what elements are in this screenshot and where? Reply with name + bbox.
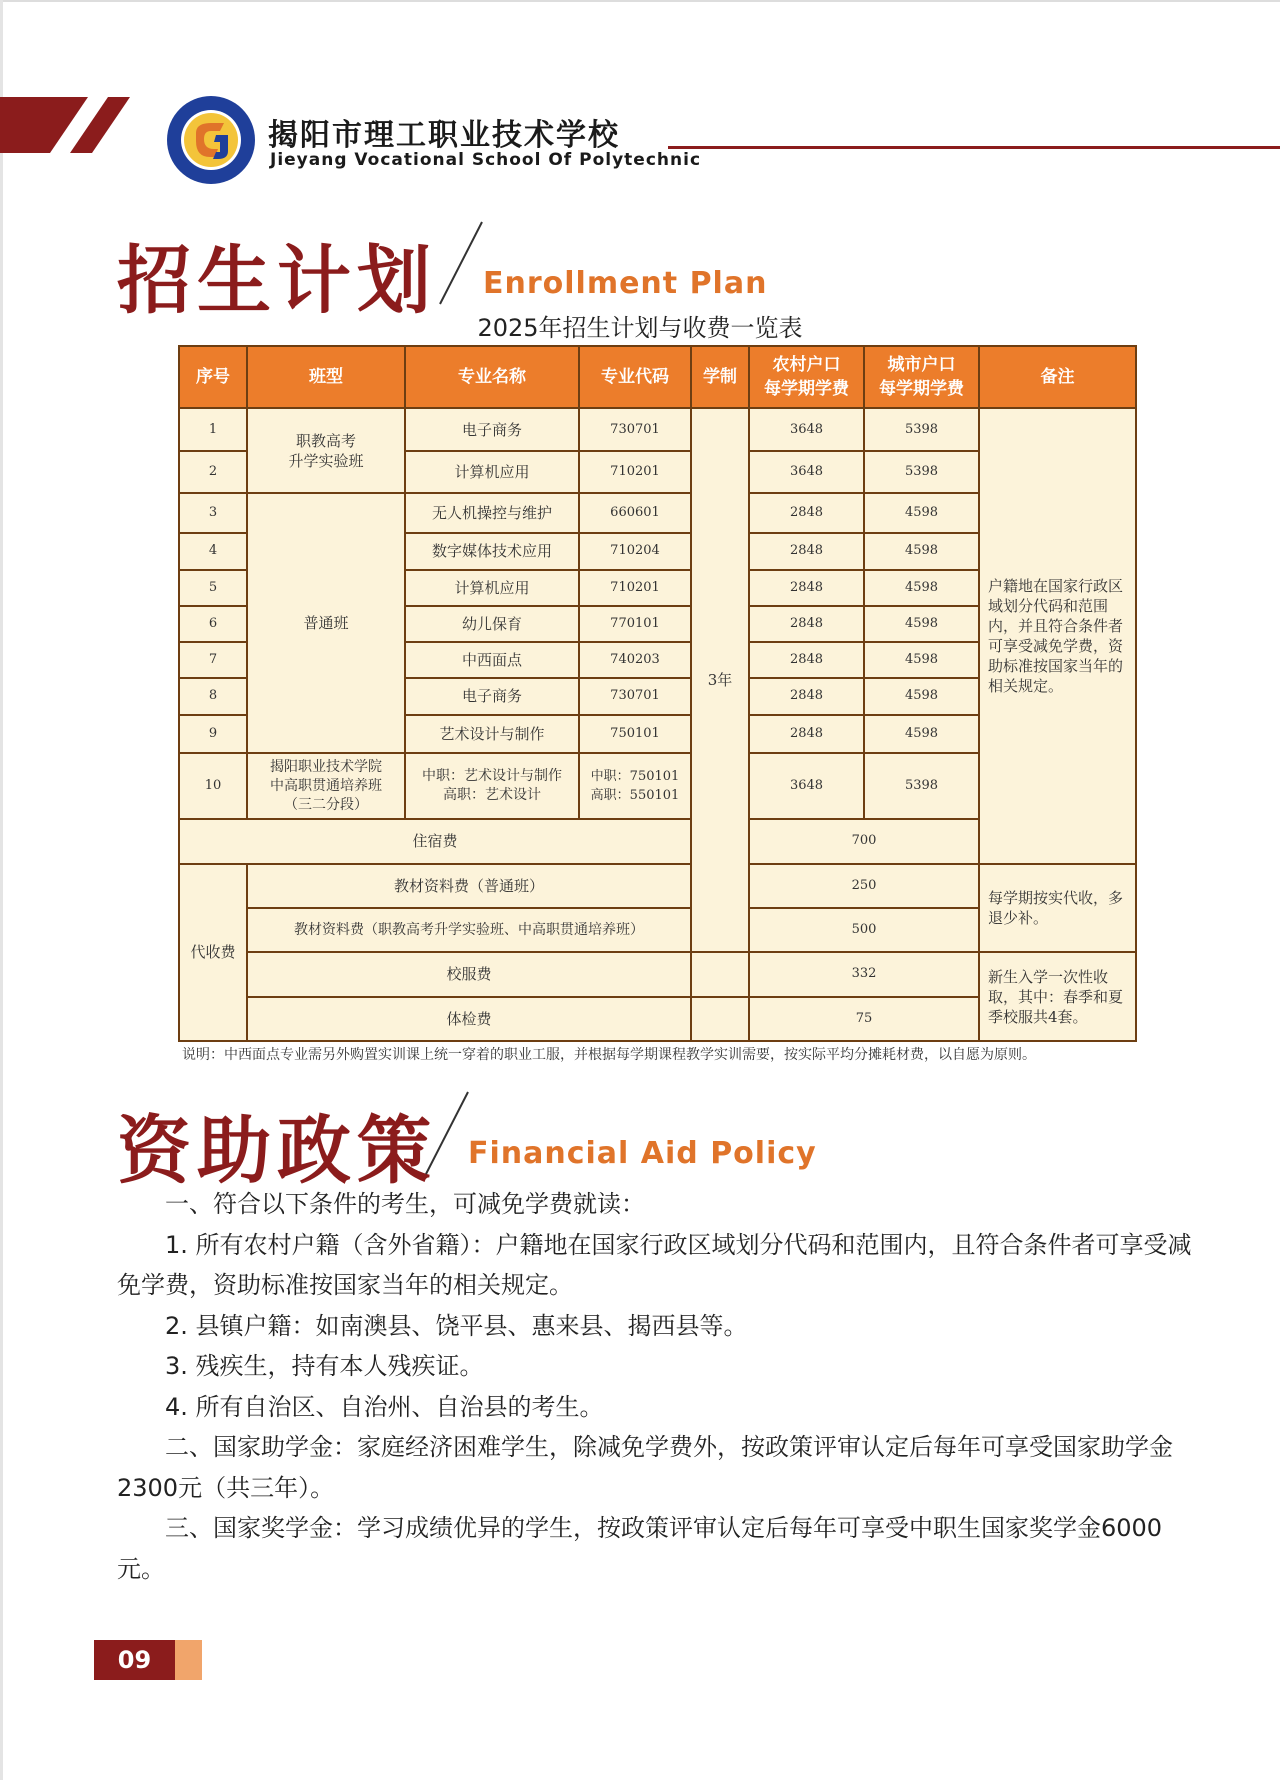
school-name-cn: 揭阳市理工职业技术学校	[268, 118, 620, 153]
duration-blank-cell	[691, 997, 749, 1041]
rural-fee: 2848	[749, 570, 864, 606]
urban-fee: 4598	[864, 570, 979, 606]
major-name: 幼儿保育	[405, 606, 579, 642]
aid-paragraph: 4. 所有自治区、自治州、自治县的考生。	[165, 1392, 604, 1421]
duration-cell: 3年	[691, 408, 749, 952]
page-number-accent	[175, 1640, 202, 1680]
row-no: 6	[179, 606, 247, 642]
top-border	[0, 0, 1280, 2]
col-header-duration: 学制	[691, 346, 749, 408]
rural-fee: 2848	[749, 715, 864, 753]
aid-paragraph: 1. 所有农村户籍（含外省籍）：户籍地在国家行政区域划分代码和范围内，且符合条件者可享受减免学费，资助标准按国家当年的相关规定。	[117, 1230, 1192, 1299]
agency-item-label: 校服费	[247, 952, 691, 996]
aid-paragraph: 三、国家奖学金：学习成绩优异的学生，按政策评审认定后每年可享受中职生国家奖学金6000元。	[117, 1514, 1163, 1583]
major-code: 730701	[579, 408, 691, 450]
row-no: 3	[179, 493, 247, 533]
table-footnote: 说明：中西面点专业需另外购置实训课上统一穿着的职业工服，并根据每学期课程教学实训需要，按实际平均分摊耗材费，以自愿为原则。	[182, 1047, 1036, 1063]
aid-paragraph: 3. 残疾生，持有本人残疾证。	[165, 1352, 484, 1380]
table-row	[179, 408, 1136, 450]
major-name: 计算机应用	[405, 570, 579, 606]
row-no: 5	[179, 570, 247, 606]
major-code: 750101	[579, 715, 691, 753]
major-name: 电子商务	[405, 408, 579, 450]
table-title: 2025年招生计划与收费一览表	[477, 314, 803, 342]
agency-item-fee: 500	[749, 908, 979, 952]
aid-paragraph: 二、国家助学金：家庭经济困难学生，除减免学费外，按政策评审认定后每年可享受国家助学金2300元（共三年）。	[117, 1433, 1173, 1502]
aid-policy-text	[117, 1184, 1197, 1589]
urban-fee: 4598	[864, 533, 979, 569]
rural-fee: 3648	[749, 753, 864, 819]
agency-row	[179, 864, 1136, 908]
major-code: 730701	[579, 678, 691, 714]
urban-fee: 4598	[864, 493, 979, 533]
row-no: 10	[179, 753, 247, 819]
urban-fee: 5398	[864, 451, 979, 493]
class-type-exam: 职教高考 升学实验班	[247, 408, 405, 493]
agency-item-label: 教材资料费（普通班）	[247, 864, 691, 908]
school-logo-icon	[166, 95, 256, 185]
agency-label: 代收费	[179, 864, 247, 1041]
duration-blank-cell	[691, 952, 749, 996]
aid-paragraph: 2. 县镇户籍：如南澳县、饶平县、惠来县、揭西县等。	[165, 1311, 748, 1340]
agency-item-fee: 332	[749, 952, 979, 996]
rural-fee: 2848	[749, 678, 864, 714]
aid-heading-cn: 资助政策	[117, 1108, 437, 1194]
accommodation-label: 住宿费	[179, 819, 691, 863]
row-no: 7	[179, 642, 247, 678]
agency-item-fee: 75	[749, 997, 979, 1041]
urban-fee: 4598	[864, 642, 979, 678]
row-no: 9	[179, 715, 247, 753]
remark-uniform: 新生入学一次性收取，其中：春季和夏季校服共4套。	[979, 952, 1136, 1041]
rural-fee: 2848	[749, 606, 864, 642]
enrollment-heading-en: Enrollment Plan	[483, 266, 768, 301]
left-border	[0, 0, 3, 1780]
urban-fee: 5398	[864, 408, 979, 450]
major-code: 710204	[579, 533, 691, 569]
col-header-class-type: 班型	[247, 346, 405, 408]
header-rule	[668, 146, 1280, 149]
class-type-joint: 揭阳职业技术学院 中高职贯通培养班 （三二分段）	[247, 753, 405, 819]
enrollment-heading-cn: 招生计划	[117, 238, 437, 324]
rural-fee: 3648	[749, 408, 864, 450]
remark-tuition: 户籍地在国家行政区域划分代码和范围内，并且符合条件者可享受减免学费，资助标准按国家当年的相关规定。	[979, 408, 1136, 863]
urban-fee: 4598	[864, 678, 979, 714]
urban-fee: 4598	[864, 606, 979, 642]
rural-fee: 2848	[749, 533, 864, 569]
page-number: 09	[94, 1640, 175, 1680]
agency-item-label: 体检费	[247, 997, 691, 1041]
major-name: 数字媒体技术应用	[405, 533, 579, 569]
major-name: 中职：艺术设计与制作 高职：艺术设计	[405, 753, 579, 819]
major-name: 艺术设计与制作	[405, 715, 579, 753]
major-code: 710201	[579, 570, 691, 606]
major-code: 660601	[579, 493, 691, 533]
agency-item-fee: 250	[749, 864, 979, 908]
major-code: 770101	[579, 606, 691, 642]
major-name: 无人机操控与维护	[405, 493, 579, 533]
col-header-no: 序号	[179, 346, 247, 408]
urban-fee: 5398	[864, 753, 979, 819]
rural-fee: 2848	[749, 493, 864, 533]
row-no: 1	[179, 408, 247, 450]
aid-heading-en: Financial Aid Policy	[468, 1136, 817, 1171]
header-stripes	[0, 95, 135, 155]
class-type-regular: 普通班	[247, 493, 405, 753]
rural-fee: 3648	[749, 451, 864, 493]
col-header-urban-fee: 城市户口 每学期学费	[864, 346, 979, 408]
major-code: 710201	[579, 451, 691, 493]
col-header-remark: 备注	[979, 346, 1136, 408]
row-no: 8	[179, 678, 247, 714]
school-name-en: Jieyang Vocational School Of Polytechnic	[270, 150, 702, 170]
agency-item-label: 教材资料费（职教高考升学实验班、中高职贯通培养班）	[247, 908, 691, 952]
major-code: 中职：750101 高职：550101	[579, 753, 691, 819]
major-name: 计算机应用	[405, 451, 579, 493]
major-name: 电子商务	[405, 678, 579, 714]
rural-fee: 2848	[749, 642, 864, 678]
col-header-major: 专业名称	[405, 346, 579, 408]
col-header-rural-fee: 农村户口 每学期学费	[749, 346, 864, 408]
urban-fee: 4598	[864, 715, 979, 753]
row-no: 4	[179, 533, 247, 569]
row-no: 2	[179, 451, 247, 493]
agency-row	[179, 952, 1136, 996]
major-name: 中西面点	[405, 642, 579, 678]
aid-paragraph: 一、符合以下条件的考生，可减免学费就读：	[165, 1190, 645, 1218]
enrollment-table	[178, 345, 1137, 1042]
col-header-code: 专业代码	[579, 346, 691, 408]
remark-materials: 每学期按实代收，多退少补。	[979, 864, 1136, 953]
table-header-row	[179, 346, 1136, 408]
major-code: 740203	[579, 642, 691, 678]
accommodation-fee: 700	[749, 819, 979, 863]
